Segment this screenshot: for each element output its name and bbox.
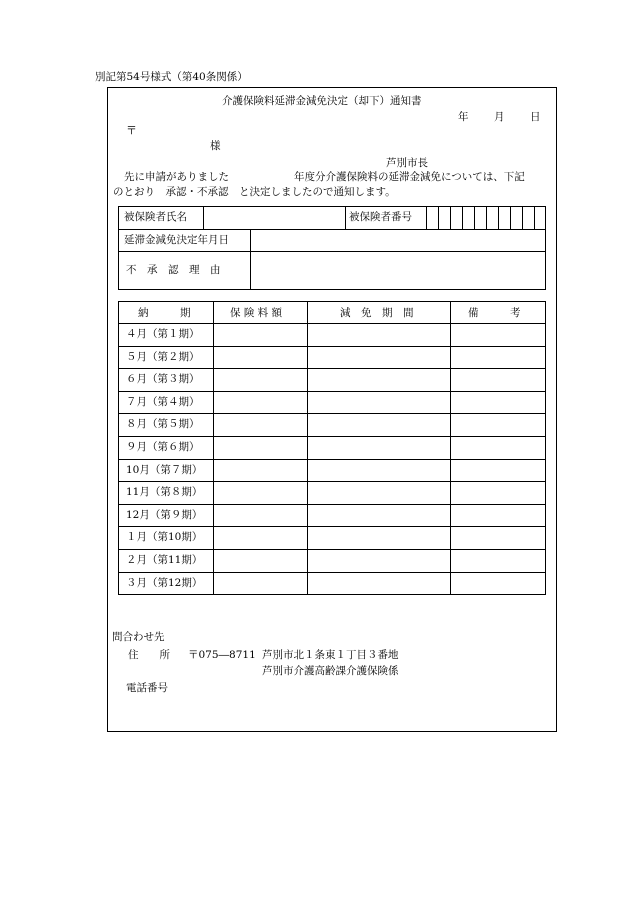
period-row-label: 12月（第９期） [126,509,203,521]
address-line1: 芦別市北１条東１丁目３番地 [262,649,399,661]
phone-label: 電話番号 [126,682,168,694]
date-month: 月 [494,111,505,123]
period-row-rule [118,323,546,324]
period-row-label: 11月（第８期） [126,486,203,498]
form-label: 別記第54号様式（第40条関係） [95,71,248,83]
number-digit-rule [510,206,511,229]
address-postal: 〒075―8711 [188,649,256,661]
period-row-label: ９月（第６期） [126,441,200,453]
info-table-rule [118,229,546,230]
header-reduction-period: 減 免 期 間 [340,307,414,319]
period-row-rule [118,549,546,550]
recipient-honorific: 様 [210,140,221,152]
address-line2: 芦別市介護高齢課介護保険係 [262,665,399,677]
date-day: 日 [530,111,541,123]
period-row-label: ４月（第１期） [126,328,200,340]
number-digit-rule [462,206,463,229]
header-due-period: 納 期 [138,307,191,319]
info-table-rule [426,206,427,229]
info-table-rule [250,229,251,290]
number-digit-rule [474,206,475,229]
body-line1-a: 先に申請がありました [124,171,229,183]
rejection-reason-label: 不 承 認 理 由 [126,264,221,276]
number-digit-rule [438,206,439,229]
period-row-label: ２月（第11期） [126,554,203,566]
number-digit-rule [534,206,535,229]
insured-name-label: 被保険者氏名 [124,211,187,223]
notice-title: 介護保険料延滞金減免決定（却下）通知書 [222,95,422,107]
body-line2: のとおり 承認・不承認 と決定しましたので通知します。 [113,186,396,198]
issuer-name: 芦別市長 [386,157,428,169]
info-table-rule [345,206,346,229]
number-digit-rule [522,206,523,229]
number-digit-rule [498,206,499,229]
period-row-rule [118,481,546,482]
period-row-label: ６月（第３期） [126,373,200,385]
period-row-rule [118,436,546,437]
header-premium-amount: 保 険 料 額 [230,307,283,319]
postal-mark: 〒 [126,124,137,137]
period-row-label: ７月（第４期） [126,396,200,408]
number-digit-rule [486,206,487,229]
decision-date-label: 延滞金減免決定年月日 [124,234,229,246]
period-row-label: ８月（第５期） [126,418,200,430]
body-line1-b: 年度分介護保険料の延滞金減免については、下記 [294,171,525,183]
period-row-rule [118,572,546,573]
period-row-label: ３月（第12期） [126,577,203,589]
inquiry-heading: 問合わせ先 [112,631,165,643]
period-row-rule [118,368,546,369]
period-row-rule [118,391,546,392]
address-label: 住 所 [128,649,170,661]
header-remarks: 備 考 [468,307,521,319]
period-row-label: 10月（第７期） [126,464,203,476]
info-table-rule [118,251,546,252]
period-row-rule [118,346,546,347]
number-digit-rule [450,206,451,229]
period-row-label: １月（第10期） [126,531,203,543]
period-row-rule [118,459,546,460]
period-row-rule [118,504,546,505]
period-row-rule [118,413,546,414]
period-row-label: ５月（第２期） [126,351,200,363]
date-year: 年 [458,111,469,123]
period-row-rule [118,526,546,527]
insured-number-label: 被保険者番号 [349,211,412,223]
info-table-rule [203,206,204,229]
